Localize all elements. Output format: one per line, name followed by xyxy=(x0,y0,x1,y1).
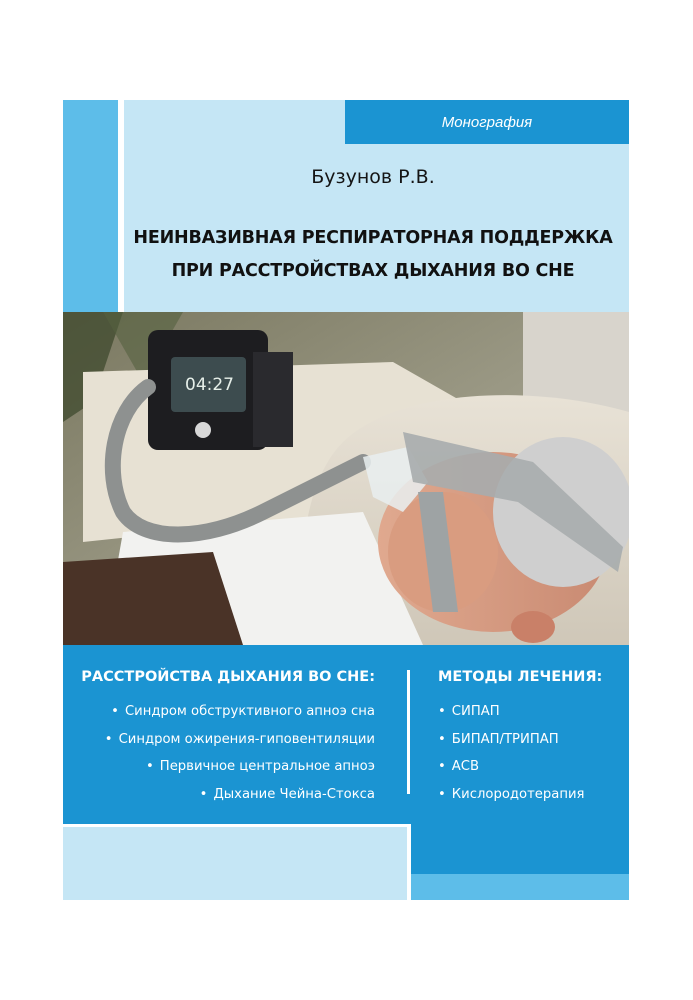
list-item: • Синдром ожирения-гиповентиляции xyxy=(104,731,375,747)
list-item: • Кислородотерапия xyxy=(438,786,585,802)
monograph-label-bar xyxy=(345,100,629,144)
treatment-heading: МЕТОДЫ ЛЕЧЕНИЯ: xyxy=(438,669,603,685)
book-cover xyxy=(63,100,629,900)
list-item: • БИПАП/ТРИПАП xyxy=(438,731,559,747)
author-name: Бузунов Р.В. xyxy=(311,166,435,188)
list-item: • Первичное центральное апноэ xyxy=(146,759,375,774)
decor-block-bottom-right-light xyxy=(411,874,629,900)
decor-stripe-left xyxy=(63,100,118,312)
column-divider xyxy=(407,670,410,794)
book-title xyxy=(117,222,629,288)
decor-block-bottom-right xyxy=(411,824,629,874)
cover-photo xyxy=(63,312,629,645)
device-screen-time: 04:27 xyxy=(185,375,234,395)
treatment-list xyxy=(438,698,584,808)
list-item: • Дыхание Чейна-Стокса xyxy=(199,786,375,802)
title-line-1: НЕИНВАЗИВНАЯ РЕСПИРАТОРНАЯ ПОДДЕРЖКА xyxy=(133,228,613,248)
list-item: • СИПАП xyxy=(438,704,500,719)
monograph-label: Монография xyxy=(441,113,533,131)
title-line-2: ПРИ РАССТРОЙСТВАХ ДЫХАНИЯ ВО СНЕ xyxy=(171,261,575,281)
list-item: • АСВ xyxy=(438,759,480,774)
disorders-heading: РАССТРОЙСТВА ДЫХАНИЯ ВО СНЕ: xyxy=(81,669,375,685)
info-panel xyxy=(63,645,629,824)
disorders-list xyxy=(105,698,375,808)
list-item: • Синдром обструктивного апноэ сна xyxy=(111,704,375,719)
decor-block-bottom-left xyxy=(63,827,407,900)
